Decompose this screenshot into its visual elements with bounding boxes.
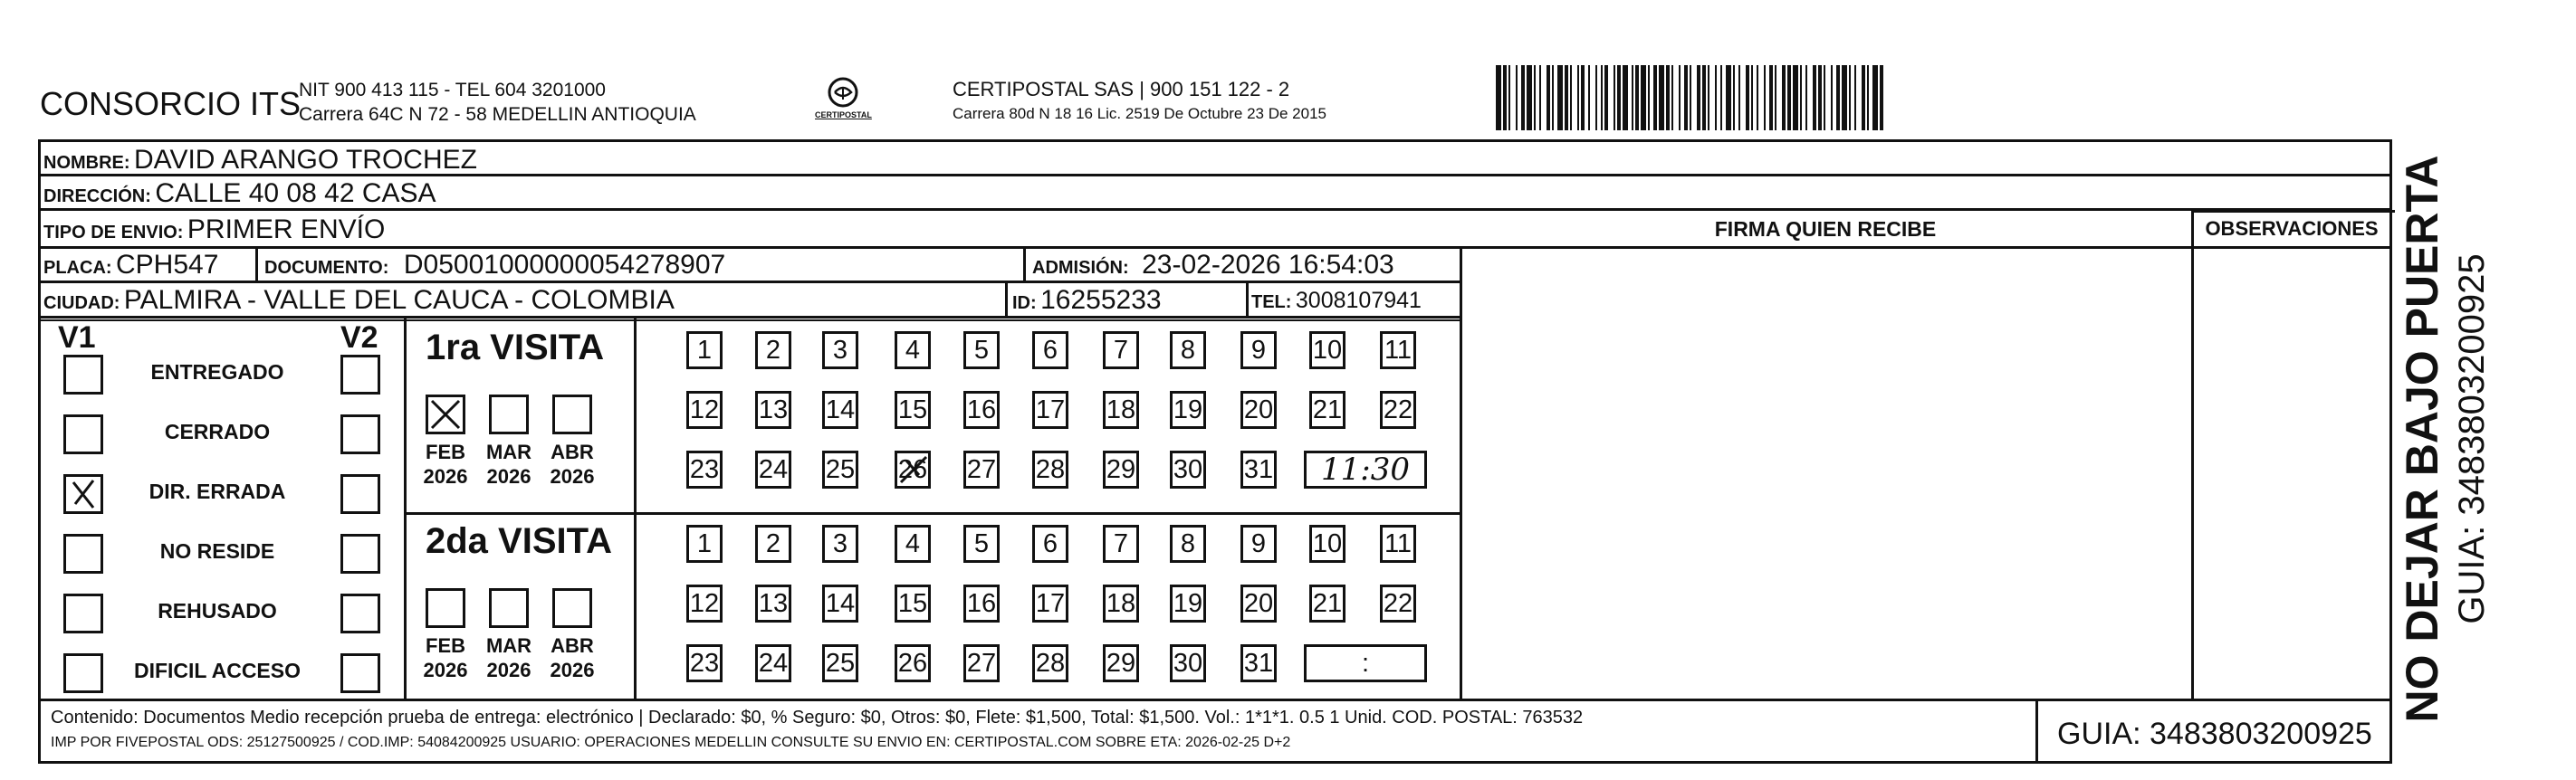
day-box[interactable] (755, 391, 791, 429)
month-year: 2026 (550, 465, 595, 488)
observaciones-label: OBSERVACIONES (2205, 217, 2379, 240)
logo-text: CERTIPOSTAL (815, 110, 872, 119)
side-warning: NO DEJAR BAJO PUERTA (2397, 155, 2447, 723)
day-box[interactable] (822, 644, 858, 682)
day-box[interactable] (1240, 585, 1277, 623)
day-number: 26 (897, 648, 928, 678)
day-box[interactable] (1103, 525, 1139, 563)
month-label (420, 633, 471, 682)
day-number: 18 (1106, 588, 1136, 618)
visit-title: 2da VISITA (426, 521, 612, 561)
day-box[interactable] (1170, 331, 1206, 369)
month-checkbox[interactable] (552, 588, 592, 628)
day-box[interactable] (822, 525, 858, 563)
day-box[interactable] (1032, 644, 1068, 682)
month-checkbox[interactable] (489, 395, 529, 434)
company-left-nit: NIT 900 413 115 - TEL 604 3201000 (299, 80, 606, 100)
tipo-value: PRIMER ENVÍO (187, 214, 386, 244)
day-box[interactable] (686, 585, 723, 623)
v2-checkbox[interactable] (340, 534, 380, 574)
day-box[interactable] (1309, 331, 1345, 369)
day-number: 4 (905, 335, 921, 365)
month-label (484, 633, 534, 682)
month-year: 2026 (550, 659, 595, 681)
day-box[interactable] (1240, 525, 1277, 563)
time-box[interactable] (1304, 451, 1427, 489)
day-number: 18 (1106, 395, 1136, 424)
month-year: 2026 (423, 659, 468, 681)
time-separator: : (1361, 648, 1370, 678)
day-box[interactable] (1380, 585, 1416, 623)
day-number: 23 (689, 454, 720, 484)
direccion-row (43, 178, 436, 209)
company-right-name: CERTIPOSTAL SAS | 900 151 122 - 2 (953, 78, 1290, 100)
nombre-label: NOMBRE: (43, 153, 130, 173)
day-box[interactable] (1309, 525, 1345, 563)
day-number: 3 (832, 335, 848, 365)
day-number: 25 (825, 454, 856, 484)
documento-value: D05001000000054278907 (403, 250, 726, 280)
v2-label: V2 (340, 320, 378, 355)
day-number: 12 (689, 588, 720, 618)
day-number: 16 (966, 395, 997, 424)
status-label: NO RESIDE (159, 539, 275, 563)
month-name: FEB (426, 634, 465, 657)
side-guia: GUIA: 3483803200925 (2452, 253, 2492, 624)
day-box[interactable] (686, 451, 723, 489)
day-box[interactable] (822, 391, 858, 429)
day-number: 22 (1383, 395, 1413, 424)
v1-checkbox[interactable] (63, 355, 103, 395)
day-box[interactable] (1309, 391, 1345, 429)
day-box[interactable] (1032, 331, 1068, 369)
day-number: 31 (1243, 454, 1274, 484)
v2-checkbox[interactable] (340, 594, 380, 633)
month-year: 2026 (486, 465, 531, 488)
v1-checkbox[interactable] (63, 594, 103, 633)
day-number: 22 (1383, 588, 1413, 618)
day-box[interactable] (755, 451, 791, 489)
day-number: 5 (973, 335, 990, 365)
day-number: 24 (758, 648, 789, 678)
certipostal-logo (815, 74, 871, 125)
admision-row (1032, 250, 1394, 281)
day-box[interactable] (1170, 644, 1206, 682)
day-box[interactable] (895, 644, 931, 682)
day-number: 2 (765, 335, 781, 365)
month-year: 2026 (423, 465, 468, 488)
tel-value: 3008107941 (1295, 288, 1422, 313)
day-number: 23 (689, 648, 720, 678)
day-box[interactable] (1103, 585, 1139, 623)
month-name: MAR (485, 634, 532, 657)
v1-checkbox[interactable] (63, 534, 103, 574)
footer-content: Contenido: Documentos Medio recepción prueba de entrega: electrónico | Declarado: $0, % Seguro: $0, Otros: $0, Flete: $1,500, Total: $1,500. Vol.: 1*1*1. 0.5 1 Unid. COD. POSTAL: 763532 (51, 708, 1584, 728)
ciudad-row (43, 285, 675, 316)
day-box[interactable] (755, 525, 791, 563)
day-number: 6 (1042, 528, 1058, 558)
day-number: 7 (1113, 335, 1129, 365)
day-box[interactable] (1103, 644, 1139, 682)
day-number: 28 (1035, 648, 1066, 678)
day-box[interactable] (1380, 525, 1416, 563)
day-box[interactable] (1032, 451, 1068, 489)
day-number: 26 (897, 454, 928, 484)
day-box[interactable] (895, 391, 931, 429)
placa-row (43, 250, 218, 281)
v2-checkbox[interactable] (340, 474, 380, 514)
side-text (2396, 145, 2495, 733)
month-checkbox[interactable] (552, 395, 592, 434)
day-box[interactable] (822, 331, 858, 369)
footer-imp: IMP POR FIVEPOSTAL ODS: 25127500925 / COD.IMP: 54084200925 USUARIO: OPERACIONES MEDELLIN CONSULTE SU ENVIO EN: CERTIPOSTAL.COM SOBRE ETA: 2026-02-25 D+2 (51, 735, 1291, 750)
day-box[interactable] (1103, 391, 1139, 429)
visit-title: 1ra VISITA (426, 328, 605, 367)
documento-label: DOCUMENTO: (264, 258, 389, 278)
id-value: 16255233 (1040, 285, 1162, 315)
day-number: 17 (1035, 395, 1066, 424)
day-box[interactable] (755, 585, 791, 623)
status-label: DIFICIL ACCESO (133, 659, 301, 682)
month-year: 2026 (486, 659, 531, 681)
v2-checkbox[interactable] (340, 414, 380, 454)
day-box[interactable] (822, 451, 858, 489)
day-box[interactable] (1032, 391, 1068, 429)
month-name: MAR (485, 441, 532, 463)
day-number: 1 (696, 335, 713, 365)
day-number: 6 (1042, 335, 1058, 365)
day-box[interactable] (1103, 331, 1139, 369)
status-label: CERRADO (164, 420, 271, 443)
month-name: ABR (551, 634, 594, 657)
admision-value: 23-02-2026 16:54:03 (1142, 250, 1394, 280)
day-number: 20 (1243, 588, 1274, 618)
month-checkbox[interactable] (489, 588, 529, 628)
direccion-value: CALLE 40 08 42 CASA (155, 178, 436, 208)
day-number: 16 (966, 588, 997, 618)
day-box[interactable] (1240, 391, 1277, 429)
status-label: DIR. ERRADA (148, 480, 286, 503)
placa-value: CPH547 (116, 250, 219, 280)
month-checkbox[interactable] (426, 395, 465, 434)
day-box[interactable] (1170, 391, 1206, 429)
day-box[interactable] (895, 585, 931, 623)
tel-label: TEL: (1251, 292, 1292, 312)
month-name: ABR (551, 441, 594, 463)
day-number: 13 (758, 588, 789, 618)
day-number: 12 (689, 395, 720, 424)
day-box[interactable] (1103, 451, 1139, 489)
day-number: 4 (905, 528, 921, 558)
day-number: 10 (1312, 528, 1343, 558)
day-number: 1 (696, 528, 713, 558)
day-number: 29 (1106, 648, 1136, 678)
company-left-name: CONSORCIO ITS (40, 85, 302, 122)
day-number: 7 (1113, 528, 1129, 558)
day-number: 3 (832, 528, 848, 558)
day-number: 11 (1384, 335, 1412, 365)
day-box[interactable] (755, 644, 791, 682)
day-box[interactable] (963, 585, 1000, 623)
day-box[interactable] (1240, 644, 1277, 682)
tipo-label: TIPO DE ENVIO: (43, 223, 184, 243)
day-box[interactable] (1032, 585, 1068, 623)
day-number: 17 (1035, 588, 1066, 618)
day-box[interactable] (1380, 331, 1416, 369)
tel-row (1251, 288, 1422, 314)
footer-guia: GUIA: 3483803200925 (2057, 717, 2372, 751)
v2-checkbox[interactable] (340, 653, 380, 693)
day-number: 10 (1312, 335, 1343, 365)
day-number: 19 (1173, 395, 1203, 424)
day-number: 27 (966, 648, 997, 678)
day-box[interactable] (895, 451, 931, 489)
day-box[interactable] (895, 331, 931, 369)
nombre-row (43, 145, 477, 176)
day-number: 15 (897, 588, 928, 618)
day-number: 24 (758, 454, 789, 484)
day-box[interactable] (963, 525, 1000, 563)
direccion-label: DIRECCIÓN: (43, 186, 151, 206)
v1-checkbox[interactable] (63, 414, 103, 454)
company-left-address: Carrera 64C N 72 - 58 MEDELLIN ANTIOQUIA (299, 104, 696, 125)
tipo-row (43, 214, 385, 245)
day-box[interactable] (1309, 585, 1345, 623)
month-label (420, 440, 471, 489)
placa-label: PLACA: (43, 258, 112, 278)
day-number: 15 (897, 395, 928, 424)
v2-checkbox[interactable] (340, 355, 380, 395)
id-row (1012, 285, 1162, 316)
day-number: 8 (1180, 528, 1196, 558)
day-box[interactable] (1032, 525, 1068, 563)
day-box[interactable] (755, 331, 791, 369)
company-right-address: Carrera 80d N 18 16 Lic. 2519 De Octubre 23 De 2015 (953, 105, 1326, 122)
day-box[interactable] (963, 451, 1000, 489)
month-label (484, 440, 534, 489)
day-box[interactable] (1170, 451, 1206, 489)
v1-checkbox[interactable] (63, 653, 103, 693)
barcode (1496, 65, 2220, 130)
admision-label: ADMISIÓN: (1032, 258, 1129, 278)
day-box[interactable] (963, 644, 1000, 682)
day-box[interactable] (1170, 585, 1206, 623)
time-box[interactable] (1304, 644, 1427, 682)
documento-row (264, 250, 725, 281)
ciudad-value: PALMIRA - VALLE DEL CAUCA - COLOMBIA (123, 285, 675, 315)
status-label: ENTREGADO (150, 360, 284, 384)
day-number: 14 (825, 588, 856, 618)
day-number: 13 (758, 395, 789, 424)
day-box[interactable] (963, 331, 1000, 369)
day-box[interactable] (1240, 451, 1277, 489)
day-number: 2 (765, 528, 781, 558)
day-number: 25 (825, 648, 856, 678)
v1-checkbox[interactable] (63, 474, 103, 514)
v1-label: V1 (58, 320, 96, 355)
day-box[interactable] (895, 525, 931, 563)
day-number: 21 (1312, 588, 1343, 618)
day-number: 19 (1173, 588, 1203, 618)
day-number: 28 (1035, 454, 1066, 484)
handwritten-time: 11:30 (1321, 452, 1410, 488)
firma-label: FIRMA QUIEN RECIBE (1714, 217, 1937, 241)
day-box[interactable] (686, 644, 723, 682)
day-number: 9 (1250, 335, 1267, 365)
day-number: 14 (825, 395, 856, 424)
month-label (547, 440, 598, 489)
day-number: 31 (1243, 648, 1274, 678)
month-checkbox[interactable] (426, 588, 465, 628)
day-number: 9 (1250, 528, 1267, 558)
month-name: FEB (426, 441, 465, 463)
day-box[interactable] (686, 391, 723, 429)
day-number: 20 (1243, 395, 1274, 424)
day-number: 21 (1312, 395, 1343, 424)
nombre-value: DAVID ARANGO TROCHEZ (134, 145, 477, 175)
id-label: ID: (1012, 293, 1037, 313)
day-number: 30 (1173, 454, 1203, 484)
day-box[interactable] (686, 525, 723, 563)
month-label (547, 633, 598, 682)
day-number: 27 (966, 454, 997, 484)
day-box[interactable] (686, 331, 723, 369)
day-number: 11 (1384, 528, 1412, 558)
day-box[interactable] (963, 391, 1000, 429)
ciudad-label: CIUDAD: (43, 293, 120, 313)
status-label: REHUSADO (158, 599, 277, 623)
day-number: 30 (1173, 648, 1203, 678)
day-box[interactable] (1380, 391, 1416, 429)
day-box[interactable] (1170, 525, 1206, 563)
day-number: 8 (1180, 335, 1196, 365)
day-number: 29 (1106, 454, 1136, 484)
day-box[interactable] (822, 585, 858, 623)
day-number: 5 (973, 528, 990, 558)
day-box[interactable] (1240, 331, 1277, 369)
